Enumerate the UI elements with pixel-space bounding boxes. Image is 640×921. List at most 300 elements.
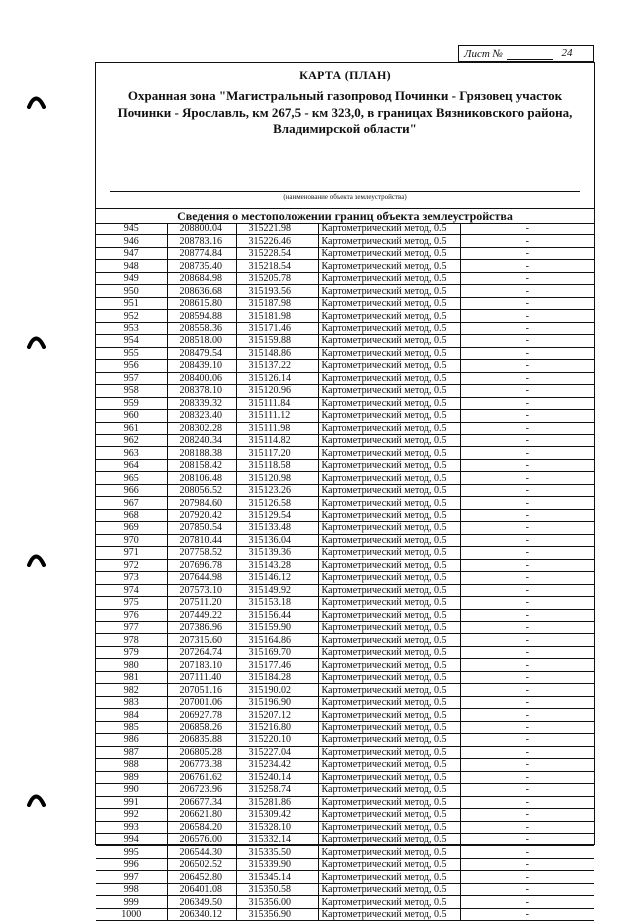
- point-number: 957: [96, 372, 167, 384]
- coord-y: 315148.86: [236, 347, 318, 359]
- determination-method: Картометрический метод, 0.5: [318, 497, 460, 509]
- table-row: [96, 584, 594, 596]
- point-number: 977: [96, 622, 167, 634]
- accuracy-value: -: [460, 846, 594, 858]
- accuracy-value: -: [460, 235, 594, 247]
- determination-method: Картометрический метод, 0.5: [318, 459, 460, 471]
- point-number: 982: [96, 684, 167, 696]
- point-number: 973: [96, 572, 167, 584]
- coord-x: 206576.00: [167, 833, 236, 845]
- point-number: 994: [96, 833, 167, 845]
- coord-y: 315226.46: [236, 235, 318, 247]
- coord-x: 208439.10: [167, 360, 236, 372]
- table-row: [96, 547, 594, 559]
- accuracy-value: -: [460, 397, 594, 409]
- determination-method: Картометрический метод, 0.5: [318, 223, 460, 235]
- table-row: [96, 659, 594, 671]
- coord-y: 315335.50: [236, 846, 318, 858]
- table-row: [96, 908, 594, 920]
- table-row: [96, 746, 594, 758]
- table-row: [96, 721, 594, 733]
- coord-x: 208056.52: [167, 484, 236, 496]
- table-row: [96, 858, 594, 870]
- accuracy-value: -: [460, 459, 594, 471]
- determination-method: Картометрический метод, 0.5: [318, 883, 460, 895]
- determination-method: Картометрический метод, 0.5: [318, 821, 460, 833]
- accuracy-value: -: [460, 372, 594, 384]
- sheet-label: Лист №: [464, 48, 503, 60]
- coord-y: 315207.12: [236, 709, 318, 721]
- coord-y: 315111.84: [236, 397, 318, 409]
- table-row: [96, 622, 594, 634]
- table-row: [96, 372, 594, 384]
- table-row: [96, 734, 594, 746]
- table-row: [96, 447, 594, 459]
- determination-method: Картометрический метод, 0.5: [318, 322, 460, 334]
- determination-method: Картометрический метод, 0.5: [318, 709, 460, 721]
- coord-x: 207183.10: [167, 659, 236, 671]
- point-number: 989: [96, 771, 167, 783]
- coord-x: 207264.74: [167, 646, 236, 658]
- point-number: 947: [96, 247, 167, 259]
- point-number: 974: [96, 584, 167, 596]
- table-row: [96, 522, 594, 534]
- boundary-points-table: [96, 223, 594, 921]
- determination-method: Картометрический метод, 0.5: [318, 397, 460, 409]
- point-number: 945: [96, 223, 167, 235]
- coord-y: 315234.42: [236, 759, 318, 771]
- coord-y: 315181.98: [236, 310, 318, 322]
- determination-method: Картометрический метод, 0.5: [318, 659, 460, 671]
- determination-method: Картометрический метод, 0.5: [318, 410, 460, 422]
- coord-x: 206677.34: [167, 796, 236, 808]
- coord-y: 315137.22: [236, 360, 318, 372]
- accuracy-value: -: [460, 609, 594, 621]
- coord-y: 315309.42: [236, 809, 318, 821]
- coord-x: 207511.20: [167, 597, 236, 609]
- point-number: 981: [96, 671, 167, 683]
- coord-x: 207920.42: [167, 509, 236, 521]
- coord-x: 206340.12: [167, 908, 236, 920]
- table-row: [96, 235, 594, 247]
- coord-y: 315136.04: [236, 534, 318, 546]
- coord-y: 315126.58: [236, 497, 318, 509]
- coord-x: 207111.40: [167, 671, 236, 683]
- accuracy-value: -: [460, 597, 594, 609]
- accuracy-value: -: [460, 634, 594, 646]
- determination-method: Картометрический метод, 0.5: [318, 285, 460, 297]
- coord-y: 315153.18: [236, 597, 318, 609]
- accuracy-value: -: [460, 721, 594, 733]
- accuracy-value: -: [460, 360, 594, 372]
- accuracy-value: -: [460, 447, 594, 459]
- coord-x: 208158.42: [167, 459, 236, 471]
- table-row: [96, 684, 594, 696]
- object-name-caption: (наименование объекта землеустройства): [283, 193, 407, 201]
- accuracy-value: -: [460, 746, 594, 758]
- point-number: 962: [96, 434, 167, 446]
- coord-y: 315159.90: [236, 622, 318, 634]
- determination-method: Картометрический метод, 0.5: [318, 447, 460, 459]
- coord-y: 315281.86: [236, 796, 318, 808]
- coord-x: 207758.52: [167, 547, 236, 559]
- accuracy-value: -: [460, 684, 594, 696]
- coord-y: 315240.14: [236, 771, 318, 783]
- coord-y: 315328.10: [236, 821, 318, 833]
- determination-method: Картометрический метод, 0.5: [318, 846, 460, 858]
- table-row: [96, 310, 594, 322]
- determination-method: Картометрический метод, 0.5: [318, 272, 460, 284]
- determination-method: Картометрический метод, 0.5: [318, 721, 460, 733]
- section-title: Сведения о местоположении границ объекта землеустройства: [96, 208, 594, 224]
- determination-method: Картометрический метод, 0.5: [318, 484, 460, 496]
- determination-method: Картометрический метод, 0.5: [318, 310, 460, 322]
- point-number: 978: [96, 634, 167, 646]
- determination-method: Картометрический метод, 0.5: [318, 522, 460, 534]
- accuracy-value: -: [460, 559, 594, 571]
- determination-method: Картометрический метод, 0.5: [318, 646, 460, 658]
- determination-method: Картометрический метод, 0.5: [318, 908, 460, 920]
- coord-y: 315117.20: [236, 447, 318, 459]
- coord-x: 206349.50: [167, 896, 236, 908]
- accuracy-value: -: [460, 871, 594, 883]
- object-name: Охранная зона "Магистральный газопровод Починки - Грязовец участок Починки - Ярославль, км 267,5 - км 323,0, в границах Вязниковского района, Владимирской области": [117, 88, 573, 136]
- determination-method: Картометрический метод, 0.5: [318, 734, 460, 746]
- accuracy-value: -: [460, 734, 594, 746]
- accuracy-value: -: [460, 272, 594, 284]
- determination-method: Картометрический метод, 0.5: [318, 746, 460, 758]
- table-row: [96, 472, 594, 484]
- coord-y: 315345.14: [236, 871, 318, 883]
- determination-method: Картометрический метод, 0.5: [318, 385, 460, 397]
- table-row: [96, 796, 594, 808]
- table-row: [96, 534, 594, 546]
- determination-method: Картометрический метод, 0.5: [318, 771, 460, 783]
- coord-x: 206544.30: [167, 846, 236, 858]
- map-plan-frame: [95, 62, 595, 921]
- accuracy-value: -: [460, 534, 594, 546]
- coord-x: 207850.54: [167, 522, 236, 534]
- coord-y: 315120.98: [236, 472, 318, 484]
- point-number: 965: [96, 472, 167, 484]
- determination-method: Картометрический метод, 0.5: [318, 509, 460, 521]
- accuracy-value: -: [460, 796, 594, 808]
- table-row: [96, 846, 594, 858]
- point-number: 995: [96, 846, 167, 858]
- coord-y: 315123.26: [236, 484, 318, 496]
- table-row: [96, 347, 594, 359]
- point-number: 952: [96, 310, 167, 322]
- point-number: 980: [96, 659, 167, 671]
- determination-method: Картометрический метод, 0.5: [318, 372, 460, 384]
- accuracy-value: -: [460, 322, 594, 334]
- coord-y: 315228.54: [236, 247, 318, 259]
- point-number: 956: [96, 360, 167, 372]
- point-number: 969: [96, 522, 167, 534]
- table-row: [96, 497, 594, 509]
- table-row: [96, 484, 594, 496]
- accuracy-value: -: [460, 771, 594, 783]
- accuracy-value: -: [460, 709, 594, 721]
- coord-y: 315169.70: [236, 646, 318, 658]
- accuracy-value: -: [460, 434, 594, 446]
- table-row: [96, 597, 594, 609]
- point-number: 951: [96, 297, 167, 309]
- accuracy-value: -: [460, 260, 594, 272]
- coord-y: 315205.78: [236, 272, 318, 284]
- determination-method: Картометрический метод, 0.5: [318, 559, 460, 571]
- accuracy-value: -: [460, 297, 594, 309]
- point-number: 987: [96, 746, 167, 758]
- coord-x: 207644.98: [167, 572, 236, 584]
- punch-hole-icon: [27, 790, 46, 807]
- coord-y: 315143.28: [236, 559, 318, 571]
- determination-method: Картометрический метод, 0.5: [318, 422, 460, 434]
- coord-x: 207315.60: [167, 634, 236, 646]
- point-number: 984: [96, 709, 167, 721]
- accuracy-value: -: [460, 784, 594, 796]
- table-row: [96, 434, 594, 446]
- coord-x: 208558.36: [167, 322, 236, 334]
- point-number: 948: [96, 260, 167, 272]
- table-row: [96, 833, 594, 845]
- coord-y: 315159.88: [236, 335, 318, 347]
- table-row: [96, 671, 594, 683]
- determination-method: Картометрический метод, 0.5: [318, 622, 460, 634]
- coord-x: 206773.38: [167, 759, 236, 771]
- coord-x: 208106.48: [167, 472, 236, 484]
- point-number: 953: [96, 322, 167, 334]
- accuracy-value: -: [460, 497, 594, 509]
- accuracy-value: -: [460, 833, 594, 845]
- table-row: [96, 272, 594, 284]
- point-number: 983: [96, 696, 167, 708]
- coord-x: 208735.40: [167, 260, 236, 272]
- point-number: 966: [96, 484, 167, 496]
- table-row: [96, 297, 594, 309]
- accuracy-value: -: [460, 422, 594, 434]
- point-number: 961: [96, 422, 167, 434]
- coord-y: 315139.36: [236, 547, 318, 559]
- coord-x: 206621.80: [167, 809, 236, 821]
- table-row: [96, 771, 594, 783]
- coord-y: 315111.12: [236, 410, 318, 422]
- document-title: КАРТА (ПЛАН): [299, 68, 391, 82]
- determination-method: Картометрический метод, 0.5: [318, 297, 460, 309]
- table-row: [96, 223, 594, 235]
- coord-y: 315146.12: [236, 572, 318, 584]
- table-row: [96, 509, 594, 521]
- table-row: [96, 285, 594, 297]
- determination-method: Картометрический метод, 0.5: [318, 584, 460, 596]
- accuracy-value: -: [460, 659, 594, 671]
- table-row: [96, 335, 594, 347]
- coord-x: 206761.62: [167, 771, 236, 783]
- point-number: 996: [96, 858, 167, 870]
- point-number: 991: [96, 796, 167, 808]
- table-row: [96, 360, 594, 372]
- coord-x: 208240.34: [167, 434, 236, 446]
- coord-x: 206927.78: [167, 709, 236, 721]
- coord-y: 315339.90: [236, 858, 318, 870]
- point-number: 967: [96, 497, 167, 509]
- coord-x: 208479.54: [167, 347, 236, 359]
- accuracy-value: -: [460, 696, 594, 708]
- point-number: 971: [96, 547, 167, 559]
- coord-y: 315187.98: [236, 297, 318, 309]
- accuracy-value: -: [460, 671, 594, 683]
- sheet-number-underline: [507, 59, 553, 60]
- point-number: 958: [96, 385, 167, 397]
- table-row: [96, 646, 594, 658]
- coord-x: 207573.10: [167, 584, 236, 596]
- accuracy-value: -: [460, 622, 594, 634]
- coord-y: 315177.46: [236, 659, 318, 671]
- coord-y: 315120.96: [236, 385, 318, 397]
- determination-method: Картометрический метод, 0.5: [318, 896, 460, 908]
- determination-method: Картометрический метод, 0.5: [318, 696, 460, 708]
- table-row: [96, 397, 594, 409]
- point-number: 990: [96, 784, 167, 796]
- sheet-number: 24: [561, 47, 573, 59]
- point-number: 986: [96, 734, 167, 746]
- determination-method: Картометрический метод, 0.5: [318, 597, 460, 609]
- coord-x: 208188.38: [167, 447, 236, 459]
- point-number: 976: [96, 609, 167, 621]
- table-row: [96, 759, 594, 771]
- determination-method: Картометрический метод, 0.5: [318, 684, 460, 696]
- table-row: [96, 385, 594, 397]
- coord-y: 315111.98: [236, 422, 318, 434]
- accuracy-value: -: [460, 883, 594, 895]
- table-row: [96, 709, 594, 721]
- point-number: 988: [96, 759, 167, 771]
- accuracy-value: -: [460, 547, 594, 559]
- point-number: 964: [96, 459, 167, 471]
- coord-x: 206835.88: [167, 734, 236, 746]
- accuracy-value: -: [460, 584, 594, 596]
- accuracy-value: -: [460, 646, 594, 658]
- coord-y: 315164.86: [236, 634, 318, 646]
- coord-x: 208594.88: [167, 310, 236, 322]
- point-number: 985: [96, 721, 167, 733]
- point-number: 993: [96, 821, 167, 833]
- point-number: 959: [96, 397, 167, 409]
- accuracy-value: -: [460, 896, 594, 908]
- point-number: 997: [96, 871, 167, 883]
- table-row: [96, 809, 594, 821]
- coord-y: 315356.90: [236, 908, 318, 920]
- determination-method: Картометрический метод, 0.5: [318, 547, 460, 559]
- determination-method: Картометрический метод, 0.5: [318, 796, 460, 808]
- coord-y: 315193.56: [236, 285, 318, 297]
- coord-x: 206584.20: [167, 821, 236, 833]
- coord-x: 208378.10: [167, 385, 236, 397]
- coord-x: 207051.16: [167, 684, 236, 696]
- point-number: 975: [96, 597, 167, 609]
- determination-method: Картометрический метод, 0.5: [318, 434, 460, 446]
- table-row: [96, 572, 594, 584]
- point-number: 970: [96, 534, 167, 546]
- accuracy-value: -: [460, 223, 594, 235]
- coord-x: 208323.40: [167, 410, 236, 422]
- table-row: [96, 896, 594, 908]
- coord-x: 206452.80: [167, 871, 236, 883]
- coord-y: 315258.74: [236, 784, 318, 796]
- accuracy-value: -: [460, 522, 594, 534]
- accuracy-value: -: [460, 410, 594, 422]
- determination-method: Картометрический метод, 0.5: [318, 671, 460, 683]
- accuracy-value: -: [460, 472, 594, 484]
- accuracy-value: -: [460, 572, 594, 584]
- determination-method: Картометрический метод, 0.5: [318, 833, 460, 845]
- coord-y: 315126.14: [236, 372, 318, 384]
- determination-method: Картометрический метод, 0.5: [318, 235, 460, 247]
- point-number: 998: [96, 883, 167, 895]
- coord-y: 315184.28: [236, 671, 318, 683]
- accuracy-value: -: [460, 285, 594, 297]
- table-row: [96, 696, 594, 708]
- determination-method: Картометрический метод, 0.5: [318, 572, 460, 584]
- determination-method: Картометрический метод, 0.5: [318, 347, 460, 359]
- table-row: [96, 871, 594, 883]
- coord-y: 315171.46: [236, 322, 318, 334]
- accuracy-value: -: [460, 247, 594, 259]
- coord-y: 315218.54: [236, 260, 318, 272]
- accuracy-value: -: [460, 908, 594, 920]
- coord-x: 208518.00: [167, 335, 236, 347]
- coord-y: 315196.90: [236, 696, 318, 708]
- coord-x: 208783.16: [167, 235, 236, 247]
- coord-x: 208800.04: [167, 223, 236, 235]
- point-number: 963: [96, 447, 167, 459]
- determination-method: Картометрический метод, 0.5: [318, 472, 460, 484]
- accuracy-value: -: [460, 385, 594, 397]
- point-number: 950: [96, 285, 167, 297]
- determination-method: Картометрический метод, 0.5: [318, 871, 460, 883]
- point-number: 972: [96, 559, 167, 571]
- table-row: [96, 322, 594, 334]
- determination-method: Картометрический метод, 0.5: [318, 858, 460, 870]
- point-number: 960: [96, 410, 167, 422]
- coord-x: 206401.08: [167, 883, 236, 895]
- coord-x: 208302.28: [167, 422, 236, 434]
- coord-y: 315220.10: [236, 734, 318, 746]
- coord-y: 315149.92: [236, 584, 318, 596]
- accuracy-value: -: [460, 858, 594, 870]
- coord-x: 206858.26: [167, 721, 236, 733]
- determination-method: Картометрический метод, 0.5: [318, 335, 460, 347]
- accuracy-value: -: [460, 484, 594, 496]
- determination-method: Картометрический метод, 0.5: [318, 809, 460, 821]
- accuracy-value: -: [460, 335, 594, 347]
- coord-y: 315133.48: [236, 522, 318, 534]
- point-number: 999: [96, 896, 167, 908]
- punch-hole-icon: [27, 550, 46, 567]
- determination-method: Картометрический метод, 0.5: [318, 634, 460, 646]
- point-number: 954: [96, 335, 167, 347]
- table-row: [96, 634, 594, 646]
- coord-y: 315129.54: [236, 509, 318, 521]
- determination-method: Картометрический метод, 0.5: [318, 247, 460, 259]
- table-row: [96, 247, 594, 259]
- coord-x: 207984.60: [167, 497, 236, 509]
- coord-x: 208774.84: [167, 247, 236, 259]
- coord-x: 208684.98: [167, 272, 236, 284]
- coord-y: 315216.80: [236, 721, 318, 733]
- table-row: [96, 422, 594, 434]
- determination-method: Картометрический метод, 0.5: [318, 534, 460, 546]
